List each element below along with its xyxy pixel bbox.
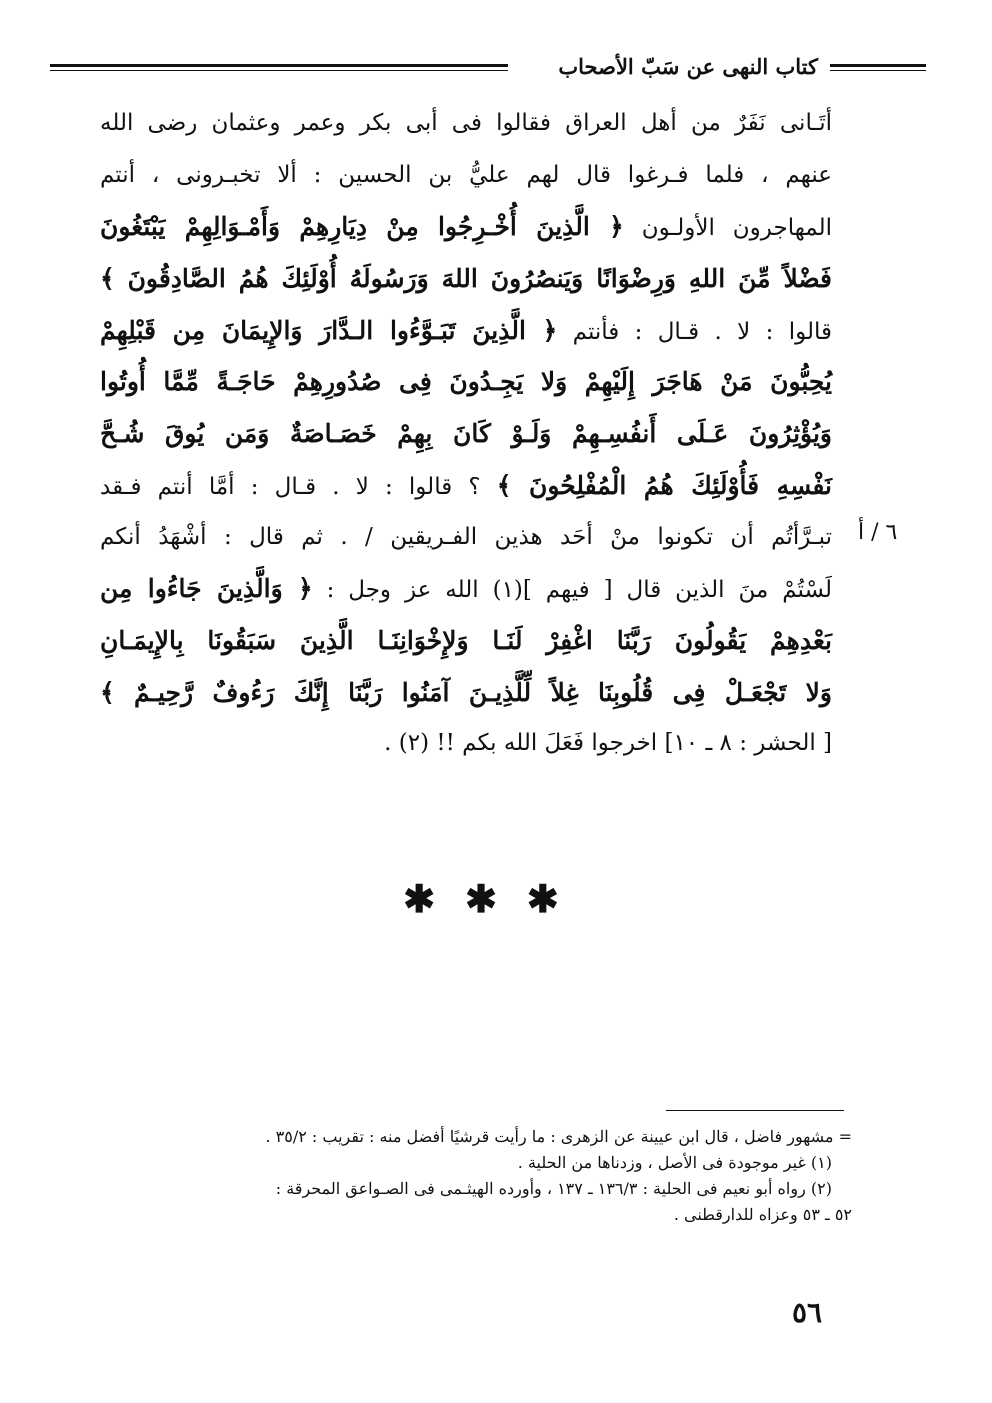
quran-verse: وَلا تَجْعَـلْ فِى قُلُوبِنَا غِلاً لِّلَّذِيـنَ آمَنُوا رَبَّنَا إِنَّكَ رَءُوفٌ رَّحِيـمٌ ﴾ xyxy=(100,677,832,707)
quran-verse: ﴿ الَّذِينَ أُخْـرِجُوا مِنْ دِيَارِهِمْ وَأَمْـوَالِهِمْ يَبْتَغُونَ xyxy=(100,212,624,242)
text-line xyxy=(100,150,832,202)
text-line xyxy=(100,98,832,150)
body-text xyxy=(100,98,832,770)
text-line xyxy=(100,512,832,564)
page-number: ٥٦ xyxy=(792,1296,823,1329)
quran-verse: يُحِبُّونَ مَنْ هَاجَرَ إِلَيْهِمْ وَلا يَجِـدُونَ فِى صُدُورِهِمْ حَاجَـةً مِّمَّا أُوتُوا xyxy=(100,367,832,397)
text-line xyxy=(100,253,832,305)
text-line xyxy=(100,356,832,408)
section-separator: ✱✱✱ xyxy=(403,876,589,921)
line-text: أتَـانى نَفَرٌ من أهل العراق فقالوا فى أبى بكر وعمر وعثمان رضى الله xyxy=(100,110,832,136)
quran-verse: ﴿ وَالَّذِينَ جَاءُوا مِن xyxy=(100,574,313,604)
footnote: (١) غير موجودة فى الأصل ، وزدناها من الحلية . xyxy=(517,1153,832,1172)
footnote: ٥٢ ـ ٥٣ وعزاه للدارقطنى . xyxy=(673,1205,852,1224)
quran-verse: بَعْدِهِمْ يَقُولُونَ رَبَّنَا اغْفِرْ لَنَـا وَلإِخْوَانِنَـا الَّذِينَ سَبَقُونَا بِالإِيمَـانِ xyxy=(100,625,832,655)
quran-verse: فَضْلاً مِّنَ اللهِ وَرِضْوَانًا وَيَنصُرُونَ اللهَ وَرَسُولَهُ أُوْلَئِكَ هُمُ الصَّادِقُونَ ﴾ xyxy=(100,264,832,294)
text-line xyxy=(100,718,832,770)
text-line xyxy=(100,201,832,253)
text-line xyxy=(100,563,832,615)
footnote: = مشهور فاضل ، قال ابن عيينة عن الزهرى : ما رأيت قرشيًا أفضل منه : تقريب : ٣٥/٢ . xyxy=(265,1127,852,1146)
header-title: كتاب النهى عن سَبّ الأصحاب xyxy=(558,54,818,79)
quran-verse: نَفْسِهِ فَأُوْلَئِكَ هُمُ الْمُفْلِحُونَ ﴾ xyxy=(496,470,832,500)
line-text: عنهم ، فلما فـرغوا قال لهم عليُّ بن الحسين : ألا تخبـرونى ، أنتم xyxy=(100,161,832,188)
running-header xyxy=(50,46,926,86)
text-line xyxy=(100,408,832,460)
text-line xyxy=(100,460,832,512)
manuscript-folio-note: ٦ / أ xyxy=(858,520,898,545)
header-rule-right xyxy=(830,64,926,71)
quran-verse: ﴿ الَّذِينَ تَبَـوَّءُوا الـدَّارَ وَالإِيمَانَ مِن قَبْلِهِمْ xyxy=(100,315,558,345)
line-text: لَسْتُمْ منَ الذين قال [ فيهم ](١) الله عز وجل : xyxy=(326,577,832,604)
footnote: (٢) رواه أبو نعيم فى الحلية : ١٣٦/٣ ـ ١٣٧ ، وأورده الهيثـمى فى الصـواعق المحرقة : xyxy=(275,1179,832,1198)
line-text: ؟ قالوا : لا . قـال : أمَّا أنتم فـقد xyxy=(100,473,481,500)
line-text: [ الحشر : ٨ ـ ١٠] اخرجوا فَعَلَ الله بكم !! (٢) . xyxy=(384,730,832,757)
text-line xyxy=(100,667,832,719)
line-text: تبـرَّأتُم أن تكونوا منْ أحَد هذين الفـريقين / . ثم قال : أشْهَدُ أنكم xyxy=(100,523,832,550)
footnotes xyxy=(130,1124,852,1228)
line-text: المهاجرون الأولـون xyxy=(641,215,832,242)
header-rule-left xyxy=(50,64,508,71)
line-text: قالوا : لا . قـال : فأنتم xyxy=(572,318,832,345)
text-line xyxy=(100,305,832,357)
quran-verse: وَيُؤْثِرُونَ عَـلَى أَنفُسِـهِمْ وَلَـوْ كَانَ بِهِمْ خَصَـاصَةٌ وَمَن يُوقَ شُـحَّ xyxy=(100,419,832,449)
text-line xyxy=(100,615,832,667)
footnote-divider xyxy=(666,1110,844,1111)
